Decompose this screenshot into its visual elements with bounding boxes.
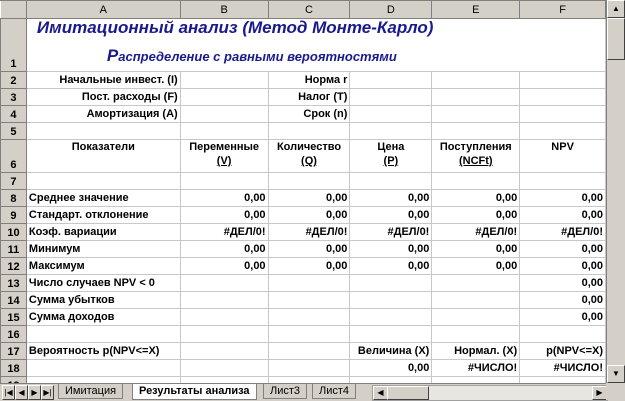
cell-e7[interactable] [432,173,520,190]
stat-mean-q[interactable]: 0,00 [268,190,350,207]
cell-d4[interactable] [350,106,432,123]
value-x-cell[interactable]: 0,00 [350,360,432,377]
income-sum-value[interactable]: 0,00 [520,309,606,326]
stat-label-cv[interactable]: Коэф. вариации [26,224,180,241]
stat-mean-v[interactable]: 0,00 [180,190,268,207]
row-header-15[interactable]: 15 [1,309,27,326]
header-price-line2: (P) [383,155,399,167]
cell-c7[interactable] [268,173,350,190]
vertical-scroll-thumb[interactable] [607,18,625,60]
row-header-16[interactable]: 16 [1,326,27,343]
row-header-17[interactable]: 17 [1,343,27,360]
column-header-a[interactable]: A [26,1,180,19]
cell-d5[interactable] [350,123,432,140]
scroll-down-icon[interactable]: ▼ [607,365,625,383]
row-header-7[interactable]: 7 [1,173,27,190]
row-header-3[interactable]: 3 [1,89,27,106]
sheet-tab-results[interactable]: Результаты анализа [132,384,257,400]
cell-c18[interactable] [268,360,350,377]
stat-min-npv[interactable]: 0,00 [520,241,606,258]
cell-f7[interactable] [520,173,606,190]
stat-label-mean[interactable]: Среднее значение [26,190,180,207]
stat-mean-p[interactable]: 0,00 [350,190,432,207]
cell-d15[interactable] [350,309,432,326]
scroll-up-icon[interactable]: ▲ [607,0,625,18]
header-price[interactable] [350,140,432,173]
stat-stdev-p[interactable]: 0,00 [350,207,432,224]
cell-b4[interactable] [180,106,268,123]
header-npv[interactable]: NPV [520,140,606,173]
loss-sum-value[interactable]: 0,00 [520,292,606,309]
header-receipts-line1: Поступления [439,141,512,153]
stat-max-npv[interactable]: 0,00 [520,258,606,275]
stat-cv-p[interactable]: #ДЕЛ/0! [350,224,432,241]
stat-label-min[interactable]: Минимум [26,241,180,258]
row-header-18[interactable]: 18 [1,360,27,377]
cell-c2[interactable]: Норма r [268,72,350,89]
sheet-tab-list4[interactable]: Лист4 [312,384,356,399]
p-npv-header[interactable]: p(NPV<=X) [520,343,606,360]
stat-label-stdev[interactable]: Стандарт. отклонение [26,207,180,224]
cell-d3[interactable] [350,89,432,106]
stat-cv-npv[interactable]: #ДЕЛ/0! [520,224,606,241]
cell-f5[interactable] [520,123,606,140]
cell-a16[interactable] [26,326,180,343]
stat-min-v[interactable]: 0,00 [180,241,268,258]
stat-min-q[interactable]: 0,00 [268,241,350,258]
stat-cv-q[interactable]: #ДЕЛ/0! [268,224,350,241]
column-header-f[interactable]: F [520,1,606,19]
row-header-14[interactable]: 14 [1,292,27,309]
cell-d16[interactable] [350,326,432,343]
sheet-subtitle [106,46,397,65]
cell-b7[interactable] [180,173,268,190]
cell-a7[interactable] [26,173,180,190]
cell-e3[interactable] [432,89,520,106]
header-indicators[interactable]: Показатели [26,140,180,173]
stat-max-p[interactable]: 0,00 [350,258,432,275]
stat-cv-v[interactable]: #ДЕЛ/0! [180,224,268,241]
stat-label-max[interactable]: Максимум [26,258,180,275]
prev-sheet-icon[interactable]: ◀ [15,385,28,400]
cell-f2[interactable] [520,72,606,89]
sheet-tab-bar [0,383,624,401]
row-header-1[interactable]: 1 [1,19,27,72]
cell-c5[interactable] [268,123,350,140]
cell-f3[interactable] [520,89,606,106]
loss-sum-label[interactable]: Сумма убытков [26,292,180,309]
scroll-left-icon[interactable]: ◀ [373,386,388,400]
row-header-6[interactable]: 6 [1,140,27,173]
cell-c13[interactable] [268,275,350,292]
normal-x-cell[interactable]: #ЧИСЛО! [432,360,520,377]
header-receipts[interactable] [432,140,520,173]
cell-b18[interactable] [180,360,268,377]
cell-e4[interactable] [432,106,520,123]
cell-b14[interactable] [180,292,268,309]
cell-b16[interactable] [180,326,268,343]
cell-b2[interactable] [180,72,268,89]
cell-c17[interactable] [268,343,350,360]
column-header-b[interactable]: B [180,1,268,19]
npv-negative-count-value[interactable]: 0,00 [520,275,606,292]
cell-c16[interactable] [268,326,350,343]
stat-max-ncf[interactable]: 0,00 [432,258,520,275]
horizontal-scroll-thumb[interactable] [387,386,429,400]
column-header-c[interactable]: C [268,1,350,19]
stat-stdev-v[interactable]: 0,00 [180,207,268,224]
cell-b13[interactable] [180,275,268,292]
cell-e5[interactable] [432,123,520,140]
cell-a2[interactable]: Начальные инвест. (I) [26,72,180,89]
scrollbar-corner [606,383,624,400]
first-sheet-icon[interactable]: |◀ [2,385,15,400]
stat-min-ncf[interactable]: 0,00 [432,241,520,258]
cell-e15[interactable] [432,309,520,326]
cell-d2[interactable] [350,72,432,89]
cell-c4[interactable]: Срок (n) [268,106,350,123]
header-quantity-line2: (Q) [301,155,317,167]
cell-a3[interactable]: Пост. расходы (F) [26,89,180,106]
row-header-13[interactable]: 13 [1,275,27,292]
horizontal-scrollbar[interactable] [372,385,608,401]
stat-min-p[interactable]: 0,00 [350,241,432,258]
cell-a18[interactable] [26,360,180,377]
header-variable[interactable] [180,140,268,173]
cell-d7[interactable] [350,173,432,190]
stat-cv-ncf[interactable]: #ДЕЛ/0! [432,224,520,241]
row-header-12[interactable]: 12 [1,258,27,275]
stat-max-v[interactable]: 0,00 [180,258,268,275]
row-header-2[interactable]: 2 [1,72,27,89]
vertical-scrollbar[interactable] [606,0,625,383]
cell-a4[interactable]: Амортизация (A) [26,106,180,123]
cell-e2[interactable] [432,72,520,89]
row-header-5[interactable]: 5 [1,123,27,140]
cell-e13[interactable] [432,275,520,292]
cell-b3[interactable] [180,89,268,106]
subtitle-first-letter: Р [106,46,119,65]
cell-c3[interactable]: Налог (T) [268,89,350,106]
cell-c15[interactable] [268,309,350,326]
header-variable-line2: (V) [216,155,232,167]
cell-c14[interactable] [268,292,350,309]
cell-b5[interactable] [180,123,268,140]
stat-mean-npv[interactable]: 0,00 [520,190,606,207]
probability-label[interactable]: Вероятность p(NPV<=X) [26,343,180,360]
cell-a5[interactable] [26,123,180,140]
sheet-tab-list3[interactable]: Лист3 [263,384,307,399]
scroll-right-icon[interactable]: ▶ [592,386,607,400]
npv-negative-count-label[interactable]: Число случаев NPV < 0 [26,275,180,292]
stat-mean-ncf[interactable]: 0,00 [432,190,520,207]
last-sheet-icon[interactable]: ▶| [41,385,54,400]
title-cell[interactable] [26,19,605,72]
row-header-4[interactable]: 4 [1,106,27,123]
stat-stdev-q[interactable]: 0,00 [268,207,350,224]
cell-d14[interactable] [350,292,432,309]
header-quantity[interactable] [268,140,350,173]
header-price-line1: Цена [377,141,405,153]
sheet-tab-imitation[interactable]: Имитация [58,384,123,399]
subtitle-rest: аспределение с равными вероятностями [118,49,397,64]
sheet-title: Имитационный анализ (Метод Монте-Карло) [36,18,434,37]
header-receipts-line2: (NCFt) [458,155,493,167]
row-header-10[interactable]: 10 [1,224,27,241]
stat-stdev-ncf[interactable]: 0,00 [432,207,520,224]
row-header-11[interactable]: 11 [1,241,27,258]
header-variable-line1: Переменные [189,141,260,153]
cell-f4[interactable] [520,106,606,123]
header-quantity-line1: Количество [276,141,342,153]
column-header-d[interactable]: D [350,1,432,19]
cell-e14[interactable] [432,292,520,309]
cell-b17[interactable] [180,343,268,360]
value-x-header[interactable]: Величина (X) [350,343,432,360]
stat-max-q[interactable]: 0,00 [268,258,350,275]
stat-stdev-npv[interactable]: 0,00 [520,207,606,224]
next-sheet-icon[interactable]: ▶ [28,385,41,400]
row-header-8[interactable]: 8 [1,190,27,207]
cell-e16[interactable] [432,326,520,343]
normal-x-header[interactable]: Нормал. (X) [432,343,520,360]
cell-f16[interactable] [520,326,606,343]
income-sum-label[interactable]: Сумма доходов [26,309,180,326]
cell-d13[interactable] [350,275,432,292]
p-npv-cell[interactable]: #ЧИСЛО! [520,360,606,377]
column-header-e[interactable]: E [432,1,520,19]
row-header-9[interactable]: 9 [1,207,27,224]
cell-b15[interactable] [180,309,268,326]
select-all-corner[interactable] [1,1,27,19]
